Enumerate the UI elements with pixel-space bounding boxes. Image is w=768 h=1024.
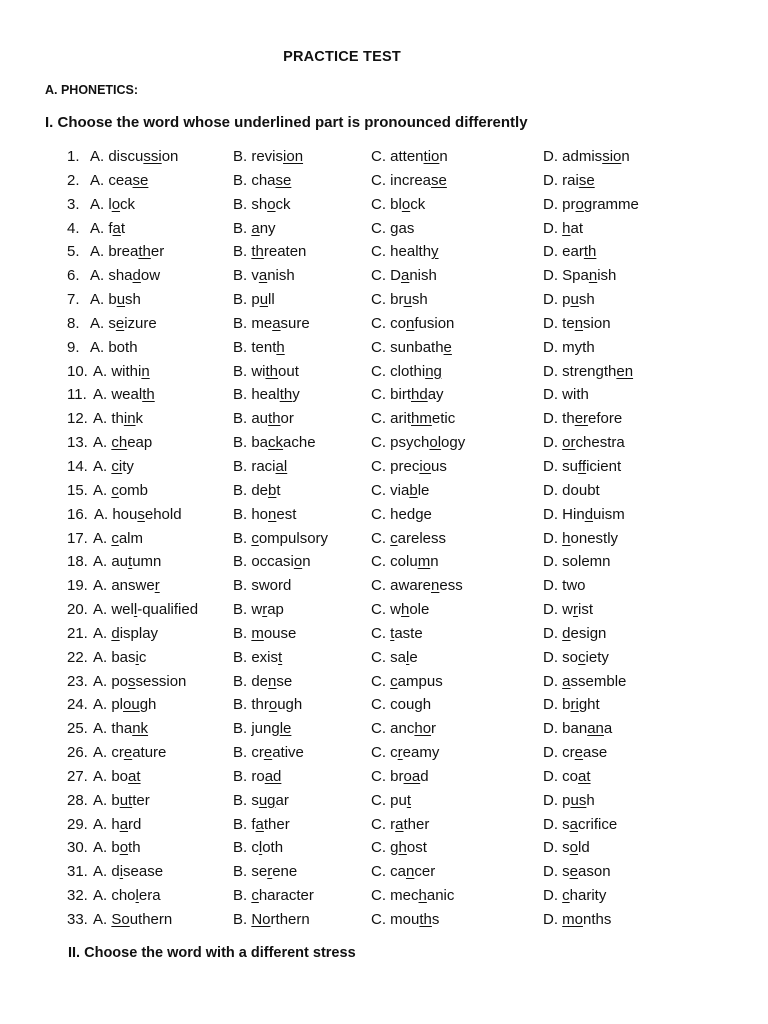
option-b: B. debt (233, 481, 281, 499)
question-row (0, 336, 768, 360)
question-row (0, 884, 768, 908)
question-row (0, 264, 768, 288)
question-row (0, 574, 768, 598)
question-row (0, 836, 768, 860)
question-number: 10. (67, 362, 88, 380)
question-row (0, 550, 768, 574)
question-number: 21. (67, 624, 88, 642)
question-row (0, 288, 768, 312)
option-a: A. boat (93, 767, 141, 785)
option-d: D. Spanish (543, 267, 617, 285)
question-number: 8. (67, 314, 80, 332)
option-a: A. wealth (93, 386, 155, 404)
option-a: A. answer (93, 577, 160, 595)
question-number: 11. (67, 386, 87, 404)
question-row (0, 169, 768, 193)
option-c: C. campus (371, 672, 443, 690)
question-row (0, 813, 768, 837)
option-d: D. sufficient (543, 457, 622, 475)
option-a: A. thank (93, 720, 149, 738)
option-b: B. pull (233, 291, 275, 309)
option-d: D. doubt (543, 481, 600, 499)
option-c: C. cancer (371, 863, 436, 881)
option-a: A. lock (90, 195, 136, 213)
option-a: A. plough (93, 696, 157, 714)
option-a: A. comb (93, 481, 149, 499)
option-d: D. with (543, 386, 589, 404)
question-row (0, 670, 768, 694)
option-a: A. hard (93, 815, 142, 833)
question-row (0, 479, 768, 503)
option-b: B. through (233, 696, 303, 714)
question-number: 32. (67, 887, 88, 905)
option-b: B. exist (233, 648, 283, 666)
option-b: B. father (233, 815, 290, 833)
question-number: 14. (67, 457, 88, 475)
option-d: D. wrist (543, 601, 593, 619)
option-b: B. threaten (233, 243, 307, 261)
option-c: C. mechanic (371, 887, 455, 905)
option-a: A. cease (90, 171, 149, 189)
option-b: B. shock (233, 195, 291, 213)
question-number: 26. (67, 744, 88, 762)
option-a: A. both (93, 839, 141, 857)
option-b: B. road (233, 767, 282, 785)
option-d: D. tension (543, 314, 611, 332)
question-row (0, 312, 768, 336)
question-list (0, 145, 768, 932)
question-number: 7. (67, 291, 80, 309)
option-d: D. society (543, 648, 609, 666)
question-number: 9. (67, 338, 80, 356)
option-a: A. think (93, 410, 144, 428)
part1-heading: I. Choose the word whose underlined part is pronounced differently (45, 114, 528, 131)
option-b: B. vanish (233, 267, 295, 285)
question-row (0, 908, 768, 932)
question-number: 2. (67, 171, 80, 189)
question-row (0, 765, 768, 789)
option-b: B. measure (233, 314, 310, 332)
option-b: B. honest (233, 505, 297, 523)
question-row (0, 145, 768, 169)
option-d: D. bright (543, 696, 600, 714)
option-a: A. fat (90, 219, 126, 237)
question-number: 30. (67, 839, 88, 857)
question-row (0, 789, 768, 813)
option-d: D. charity (543, 887, 607, 905)
option-d: D. coat (543, 767, 591, 785)
option-c: C. mouths (371, 911, 440, 928)
option-a: A. both (90, 338, 138, 356)
option-b: B. jungle (233, 720, 292, 738)
option-d: D. Hinduism (543, 505, 625, 523)
option-b: B. serene (233, 863, 298, 881)
question-number: 23. (67, 672, 88, 690)
option-b: B. racial (233, 457, 288, 475)
option-c: C. column (371, 553, 439, 571)
question-number: 15. (67, 481, 88, 499)
option-b: B. mouse (233, 624, 297, 642)
option-a: A. breather (90, 243, 165, 261)
option-d: D. therefore (543, 410, 623, 428)
option-c: C. attention (371, 148, 448, 165)
option-a: A. within (93, 362, 150, 380)
question-row (0, 383, 768, 407)
option-a: A. basic (93, 648, 147, 666)
option-b: B. chase (233, 171, 292, 189)
question-number: 31. (67, 863, 88, 881)
option-a: A. cholera (93, 887, 161, 905)
option-c: C. viable (371, 481, 430, 499)
option-a: A. disease (93, 863, 164, 881)
option-a: A. bush (90, 291, 141, 309)
option-b: B. compulsory (233, 529, 329, 547)
option-d: D. myth (543, 338, 595, 356)
option-a: A. well-qualified (93, 601, 199, 619)
question-number: 16. (67, 505, 88, 523)
option-a: A. Southern (93, 911, 173, 928)
option-b: B. Northern (233, 911, 310, 928)
question-row (0, 455, 768, 479)
section-heading: A. PHONETICS: (45, 83, 139, 97)
option-c: C. ghost (371, 839, 427, 857)
option-a: A. household (94, 505, 182, 523)
option-c: C. sunbathe (371, 338, 452, 356)
option-d: D. banana (543, 720, 613, 738)
option-a: A. discussion (90, 148, 179, 165)
question-number: 28. (67, 791, 88, 809)
question-row (0, 646, 768, 670)
question-number: 12. (67, 410, 88, 428)
option-a: A. shadow (90, 267, 161, 285)
question-number: 4. (67, 219, 80, 237)
option-c: C. awareness (371, 577, 463, 595)
option-d: D. push (543, 791, 595, 809)
option-c: C. anchor (371, 720, 437, 738)
option-c: C. put (371, 791, 412, 809)
question-number: 19. (67, 577, 88, 595)
option-b: B. backache (233, 434, 316, 452)
option-a: A. city (93, 457, 134, 475)
option-c: C. Danish (371, 267, 437, 285)
option-c: C. hedge (371, 505, 432, 523)
option-b: B. sword (233, 577, 292, 595)
option-c: C. gas (371, 219, 415, 237)
option-c: C. brush (371, 291, 428, 309)
option-d: D. programme (543, 195, 639, 213)
option-c: C. whole (371, 601, 430, 619)
option-d: D. strengthen (543, 362, 634, 380)
question-row (0, 717, 768, 741)
option-a: A. display (93, 624, 159, 642)
option-b: B. author (233, 410, 294, 428)
option-b: B. character (233, 887, 314, 905)
question-number: 24. (67, 696, 88, 714)
question-row (0, 193, 768, 217)
option-c: C. psychology (371, 434, 466, 452)
option-d: D. crease (543, 744, 608, 762)
question-number: 1. (67, 148, 80, 165)
question-row (0, 622, 768, 646)
option-c: C. careless (371, 529, 447, 547)
option-d: D. sacrifice (543, 815, 618, 833)
option-c: C. creamy (371, 744, 440, 762)
option-c: C. sale (371, 648, 418, 666)
option-c: C. cough (371, 696, 432, 714)
option-d: D. honestly (543, 529, 619, 547)
option-b: B. occasion (233, 553, 311, 571)
option-d: D. sold (543, 839, 590, 857)
option-d: D. design (543, 624, 607, 642)
option-b: B. without (233, 362, 299, 380)
question-number: 25. (67, 720, 88, 738)
option-c: C. precious (371, 457, 447, 475)
question-number: 3. (67, 195, 80, 213)
option-d: D. admission (543, 148, 630, 165)
option-c: C. healthy (371, 243, 439, 261)
question-row (0, 598, 768, 622)
option-a: A. seizure (90, 314, 157, 332)
option-d: D. hat (543, 219, 584, 237)
option-d: D. orchestra (543, 434, 625, 452)
question-row (0, 503, 768, 527)
option-c: C. arithmetic (371, 410, 456, 428)
option-b: B. tenth (233, 338, 285, 356)
option-a: A. possession (93, 672, 187, 690)
option-b: B. creative (233, 744, 304, 762)
option-b: B. wrap (233, 601, 284, 619)
option-b: B. cloth (233, 839, 284, 857)
part2-heading: II. Choose the word with a different stress (68, 945, 356, 961)
page-title: PRACTICE TEST (283, 49, 401, 65)
question-number: 5. (67, 243, 80, 261)
question-row (0, 217, 768, 241)
option-d: D. raise (543, 171, 595, 189)
option-c: C. birthday (371, 386, 444, 404)
question-row (0, 527, 768, 551)
option-c: C. increase (371, 171, 447, 189)
question-row (0, 431, 768, 455)
option-c: C. rather (371, 815, 430, 833)
option-b: B. sugar (233, 791, 289, 809)
option-d: D. push (543, 291, 595, 309)
option-d: D. earth (543, 243, 597, 261)
option-d: D. two (543, 577, 586, 595)
question-number: 20. (67, 601, 88, 619)
question-row (0, 360, 768, 384)
question-row (0, 240, 768, 264)
question-number: 13. (67, 434, 88, 452)
question-row (0, 407, 768, 431)
option-c: C. broad (371, 767, 429, 785)
question-number: 18. (67, 553, 88, 571)
option-a: A. calm (93, 529, 144, 547)
question-row (0, 693, 768, 717)
question-number: 27. (67, 767, 88, 785)
question-row (0, 741, 768, 765)
question-row (0, 860, 768, 884)
option-b: B. healthy (233, 386, 300, 404)
question-number: 33. (67, 911, 88, 928)
question-number: 29. (67, 815, 88, 833)
option-b: B. dense (233, 672, 293, 690)
question-number: 22. (67, 648, 88, 666)
option-c: C. block (371, 195, 426, 213)
option-a: A. butter (93, 791, 150, 809)
option-d: D. solemn (543, 553, 611, 571)
option-c: C. clothing (371, 362, 442, 380)
option-a: A. autumn (93, 553, 162, 571)
option-a: A. cheap (93, 434, 153, 452)
option-d: D. assemble (543, 672, 627, 690)
option-c: C. confusion (371, 314, 455, 332)
option-b: B. revision (233, 148, 304, 165)
question-number: 17. (67, 529, 88, 547)
option-d: D. season (543, 863, 611, 881)
option-a: A. creature (93, 744, 167, 762)
option-c: C. taste (371, 624, 423, 642)
option-b: B. any (233, 219, 276, 237)
option-d: D. months (543, 911, 612, 928)
question-number: 6. (67, 267, 80, 285)
